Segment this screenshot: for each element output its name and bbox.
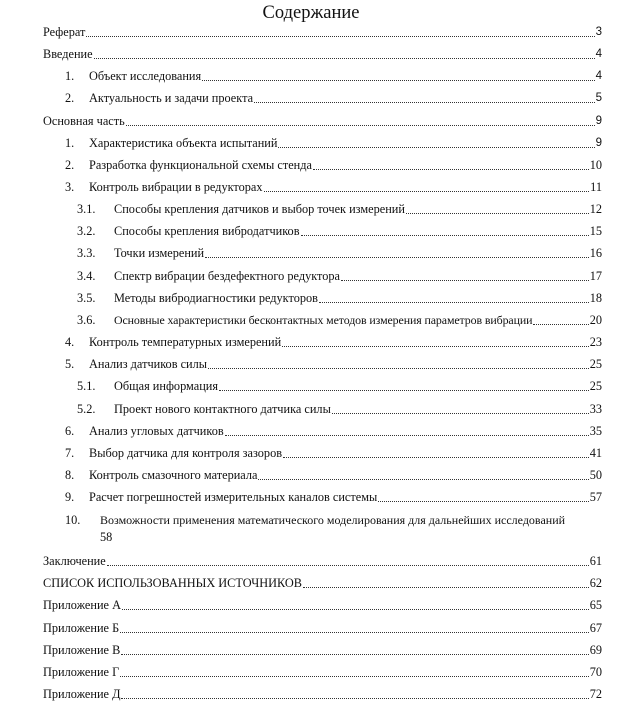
leader-dots <box>264 179 590 195</box>
toc-entry-text: Анализ угловых датчиков <box>89 424 224 438</box>
leader-dots <box>208 356 589 372</box>
toc-entry-text: Приложение В <box>43 643 121 657</box>
leader-dots <box>319 290 589 306</box>
toc-entry-appendix-a[interactable] <box>43 595 602 613</box>
leader-dots <box>219 378 589 394</box>
leader-dots <box>107 553 589 569</box>
toc-page-number: 57 <box>589 490 602 504</box>
toc-entry-number: 1. <box>65 69 75 83</box>
toc-entry-text: Основная часть <box>43 114 125 128</box>
toc-entry-text: Приложение Г <box>43 665 120 679</box>
page-title: Содержание <box>262 3 360 23</box>
toc-page-number: 9 <box>595 115 602 127</box>
toc-entry[interactable] <box>43 332 602 350</box>
toc-entry-text: Приложение Б <box>43 621 120 635</box>
toc-entry[interactable] <box>43 288 602 306</box>
toc-entry-text: Контроль смазочного материала <box>89 468 258 482</box>
leader-dots <box>122 597 589 613</box>
toc-entry-references[interactable] <box>43 573 602 591</box>
leader-dots <box>282 334 589 350</box>
toc-page-number: 4 <box>595 48 602 60</box>
toc-page-number: 11 <box>590 180 602 194</box>
toc-entry-number: 6. <box>65 424 75 438</box>
toc-entry-number: 1. <box>65 136 75 150</box>
toc-entry-text: Основные характеристики бесконтактных методов измерения параметров вибрации <box>114 313 533 327</box>
toc-entry-number: 10. <box>65 513 81 527</box>
toc-entry-text: Приложение Д <box>43 687 121 701</box>
leader-dots <box>121 686 588 702</box>
leader-dots <box>283 445 589 461</box>
toc-entry-text: Реферат <box>43 25 86 39</box>
leader-dots <box>533 312 588 328</box>
toc-entry-text: Возможности применения математического моделирования для дальнейших исследований <box>100 513 566 527</box>
toc-page-number: 35 <box>589 424 602 438</box>
toc-page-number: 18 <box>589 291 602 305</box>
toc-page-number: 41 <box>589 446 602 460</box>
toc-entry-text: Выбор датчика для контроля зазоров <box>89 446 283 460</box>
toc-entry-number: 3.2. <box>77 224 96 238</box>
toc-page-number: 70 <box>589 665 602 679</box>
toc-entry-text: СПИСОК ИСПОЛЬЗОВАННЫХ ИСТОЧНИКОВ <box>43 576 303 590</box>
leader-dots <box>86 24 594 40</box>
leader-dots <box>120 664 589 680</box>
toc-entry-wrapped[interactable] <box>43 512 602 546</box>
toc-page-number: 3 <box>595 26 602 38</box>
toc-entry-number: 4. <box>65 335 75 349</box>
toc-page-number: 15 <box>589 224 602 238</box>
toc-entry-text: Способы крепления вибродатчиков <box>114 224 300 238</box>
toc-entry[interactable] <box>43 310 602 328</box>
toc-page-number: 23 <box>589 335 602 349</box>
toc-page-number: 25 <box>589 379 602 393</box>
toc-entry-number: 2. <box>65 91 75 105</box>
leader-dots <box>378 489 588 505</box>
toc-entry-text: Анализ датчиков силы <box>89 357 208 371</box>
toc-page-number: 16 <box>589 246 602 260</box>
toc-page-number: 58 <box>100 530 113 544</box>
toc-entry[interactable] <box>43 199 602 217</box>
toc-entry-text: Приложение А <box>43 598 121 612</box>
toc-entry-text: Методы вибродиагностики редукторов <box>114 291 318 305</box>
toc-page-number: 10 <box>589 158 602 172</box>
leader-dots <box>120 620 589 636</box>
toc-entry[interactable] <box>43 155 602 173</box>
toc-entry-text: Актуальность и задачи проекта <box>89 91 254 105</box>
toc-entry-number: 8. <box>65 468 75 482</box>
toc-entry-text: Точки измерений <box>114 246 205 260</box>
leader-dots <box>341 268 589 284</box>
toc-entry[interactable] <box>43 354 602 372</box>
toc-entry-text: Введение <box>43 47 93 61</box>
leader-dots <box>121 642 588 658</box>
toc-entry-appendix-g[interactable] <box>43 662 602 680</box>
toc-page-number: 25 <box>589 357 602 371</box>
toc-entry-text: Контроль вибрации в редукторах <box>89 180 263 194</box>
leader-dots <box>254 90 595 106</box>
toc-entry[interactable] <box>43 266 602 284</box>
toc-page-number: 69 <box>589 643 602 657</box>
toc-entry-number: 3.5. <box>77 291 96 305</box>
leader-dots <box>202 68 594 84</box>
toc-page-number: 67 <box>589 621 602 635</box>
leader-dots <box>205 245 589 261</box>
toc-page-number: 61 <box>589 554 602 568</box>
toc-entry-number: 3.6. <box>77 313 96 327</box>
toc-entry-text: Разработка функциональной схемы стенда <box>89 158 312 172</box>
toc-entry[interactable] <box>43 177 602 195</box>
toc-page-number: 12 <box>589 202 602 216</box>
leader-dots <box>313 157 589 173</box>
leader-dots <box>406 201 589 217</box>
leader-dots <box>303 575 589 591</box>
toc-entry-text: Контроль температурных измерений <box>89 335 282 349</box>
toc-entry-text: Расчет погрешностей измерительных каналов системы <box>89 490 378 504</box>
toc-entry-text: Объект исследования <box>89 69 202 83</box>
toc-entry[interactable] <box>43 465 602 483</box>
toc-page-number: 9 <box>595 137 602 149</box>
toc-page-number: 17 <box>589 269 602 283</box>
toc-entry[interactable] <box>43 221 602 239</box>
toc-page-number: 20 <box>589 313 602 327</box>
toc-entry-number: 3.3. <box>77 246 96 260</box>
toc-entry-text: Проект нового контактного датчика силы <box>114 402 331 416</box>
toc-entry-appendix-d[interactable] <box>43 684 602 702</box>
toc-entry-conclusion[interactable] <box>43 551 602 569</box>
toc-entry-text: Характеристика объекта испытаний <box>89 136 278 150</box>
toc-entry-text: Спектр вибрации бездефектного редуктора <box>114 269 340 283</box>
toc-entry-number: 9. <box>65 490 75 504</box>
toc-entry[interactable] <box>43 399 602 417</box>
leader-dots <box>94 46 595 62</box>
toc-page-number: 65 <box>589 598 602 612</box>
toc-entry[interactable] <box>43 66 602 84</box>
toc-entry-number: 5.2. <box>77 402 96 416</box>
toc-entry[interactable] <box>43 376 602 394</box>
toc-page-number: 50 <box>589 468 602 482</box>
leader-dots <box>126 113 595 129</box>
toc-entry[interactable] <box>43 487 602 505</box>
toc-entry[interactable] <box>43 443 602 461</box>
leader-dots <box>332 401 589 417</box>
toc-entry-number: 5.1. <box>77 379 96 393</box>
toc-entry-number: 7. <box>65 446 75 460</box>
leader-dots <box>278 135 594 151</box>
leader-dots <box>225 423 589 439</box>
toc-entry-text: Общая информация <box>114 379 219 393</box>
toc-entry-number: 3.4. <box>77 269 96 283</box>
toc-entry-text: Способы крепления датчиков и выбор точек измерений <box>114 202 405 216</box>
toc-page-number: 5 <box>595 92 602 104</box>
toc-entry-number: 3. <box>65 180 75 194</box>
toc-entry-appendix-v[interactable] <box>43 640 602 658</box>
toc-entry-abstract[interactable] <box>43 22 602 40</box>
toc-entry-number: 3.1. <box>77 202 96 216</box>
toc-page-number: 33 <box>589 402 602 416</box>
toc-entry-number: 2. <box>65 158 75 172</box>
toc-page-number: 4 <box>595 70 602 82</box>
toc-entry-number: 5. <box>65 357 75 371</box>
toc-entry[interactable] <box>43 243 602 261</box>
leader-dots <box>258 467 588 483</box>
toc-entry-text: Заключение <box>43 554 106 568</box>
toc-entry-introduction[interactable] <box>43 44 602 62</box>
toc-page-number: 72 <box>589 687 602 701</box>
leader-dots <box>301 223 589 239</box>
toc-entry-appendix-b[interactable] <box>43 618 602 636</box>
toc-entry[interactable] <box>43 133 602 151</box>
toc-entry[interactable] <box>43 88 602 106</box>
toc-entry-main-part[interactable] <box>43 111 602 129</box>
toc-entry[interactable] <box>43 421 602 439</box>
toc-page-number: 62 <box>589 576 602 590</box>
